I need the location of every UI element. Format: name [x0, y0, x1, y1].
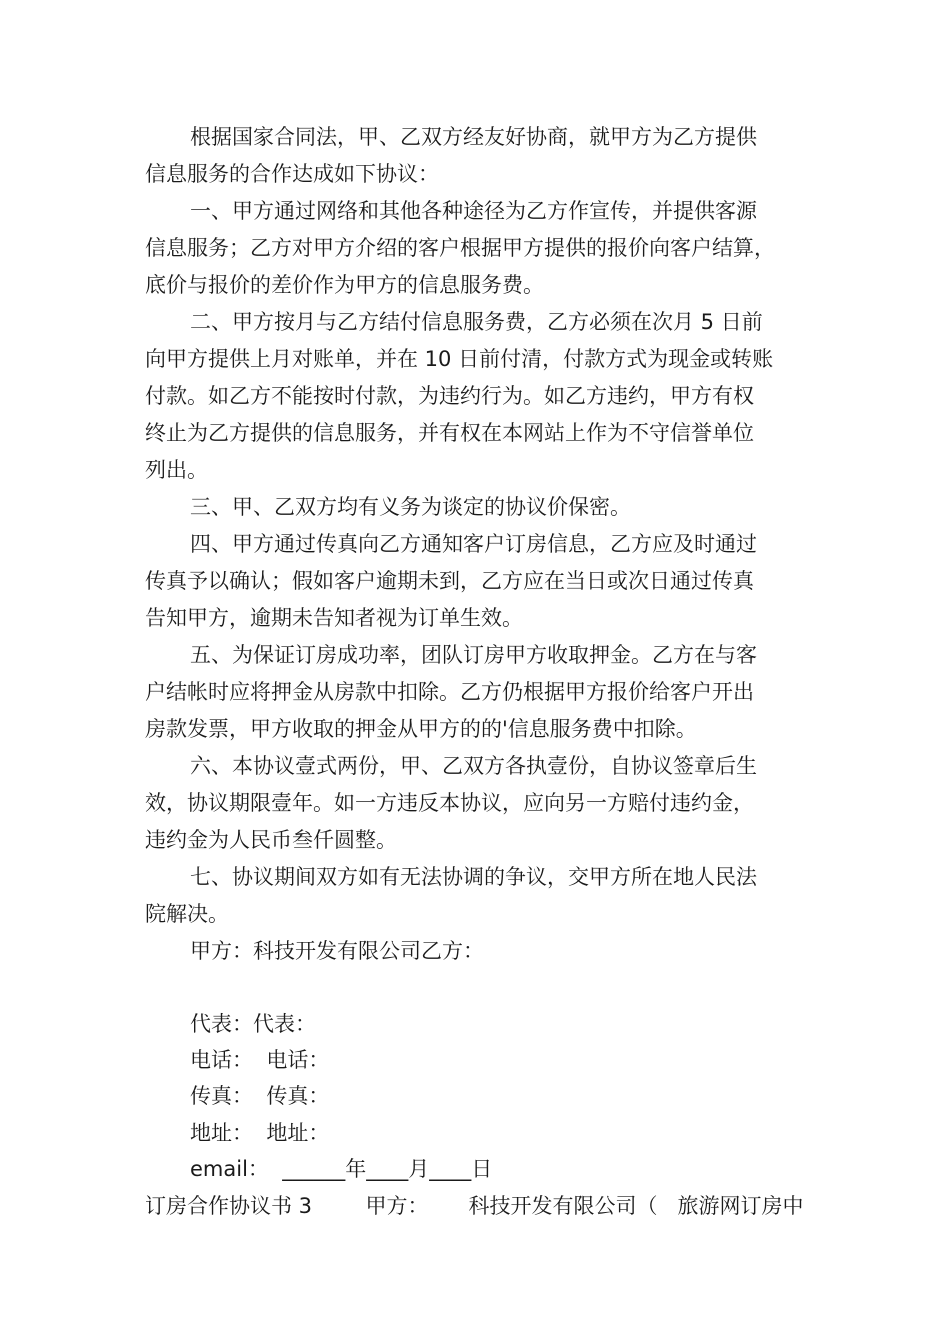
signature-representative: 代表：代表： — [190, 1012, 316, 1036]
paragraph-line: 违约金为人民币叁仟圆整。 — [145, 828, 397, 852]
paragraph-line: 院解决。 — [145, 902, 229, 926]
paragraph-line: 三、甲、乙双方均有义务为谈定的协议价保密。 — [190, 495, 631, 519]
paragraph-line: 信息服务的合作达成如下协议： — [145, 162, 439, 186]
paragraph-line: 根据国家合同法，甲、乙双方经友好协商，就甲方为乙方提供 — [190, 125, 757, 149]
paragraph-line: 六、本协议壹式两份，甲、乙双方各执壹份，自协议签章后生 — [190, 754, 757, 778]
paragraph-line: 二、甲方按月与乙方结付信息服务费，乙方必须在次月 5 日前 — [190, 310, 763, 334]
signature-phone: 电话： 电话： — [190, 1048, 330, 1072]
paragraph-line: 七、协议期间双方如有无法协调的争议，交甲方所在地人民法 — [190, 865, 757, 889]
paragraph-line: 五、为保证订房成功率，团队订房甲方收取押金。乙方在与客 — [190, 643, 757, 667]
paragraph-line: 向甲方提供上月对账单，并在 10 日前付清，付款方式为现金或转账 — [145, 347, 774, 371]
footer-line: 订房合作协议书 3 甲方： 科技开发有限公司（ 旅游网订房中 — [145, 1194, 804, 1218]
signature-address: 地址： 地址： — [190, 1121, 330, 1145]
paragraph-line: 四、甲方通过传真向乙方通知客户订房信息，乙方应及时通过 — [190, 532, 757, 556]
signature-email-date: email： ______年____月____日 — [190, 1157, 493, 1181]
paragraph-line: 一、甲方通过网络和其他各种途径为乙方作宣传，并提供客源 — [190, 199, 757, 223]
paragraph-line: 效，协议期限壹年。如一方违反本协议，应向另一方赔付违约金， — [145, 791, 754, 815]
paragraph-line: 付款。如乙方不能按时付款，为违约行为。如乙方违约，甲方有权 — [145, 384, 754, 408]
paragraph-line: 房款发票，甲方收取的押金从甲方的的'信息服务费中扣除。 — [145, 717, 697, 741]
signature-parties: 甲方：科技开发有限公司乙方： — [190, 939, 484, 963]
paragraph-line: 告知甲方，逾期未告知者视为订单生效。 — [145, 606, 523, 630]
paragraph-line: 底价与报价的差价作为甲方的信息服务费。 — [145, 273, 544, 297]
paragraph-line: 信息服务；乙方对甲方介绍的客户根据甲方提供的报价向客户结算， — [145, 236, 775, 260]
paragraph-line: 户结帐时应将押金从房款中扣除。乙方仍根据甲方报价给客户开出 — [145, 680, 754, 704]
paragraph-line: 列出。 — [145, 458, 208, 482]
paragraph-line: 传真予以确认；假如客户逾期未到，乙方应在当日或次日通过传真 — [145, 569, 754, 593]
paragraph-line: 终止为乙方提供的信息服务，并有权在本网站上作为不守信誉单位 — [145, 421, 754, 445]
signature-fax: 传真： 传真： — [190, 1084, 330, 1108]
